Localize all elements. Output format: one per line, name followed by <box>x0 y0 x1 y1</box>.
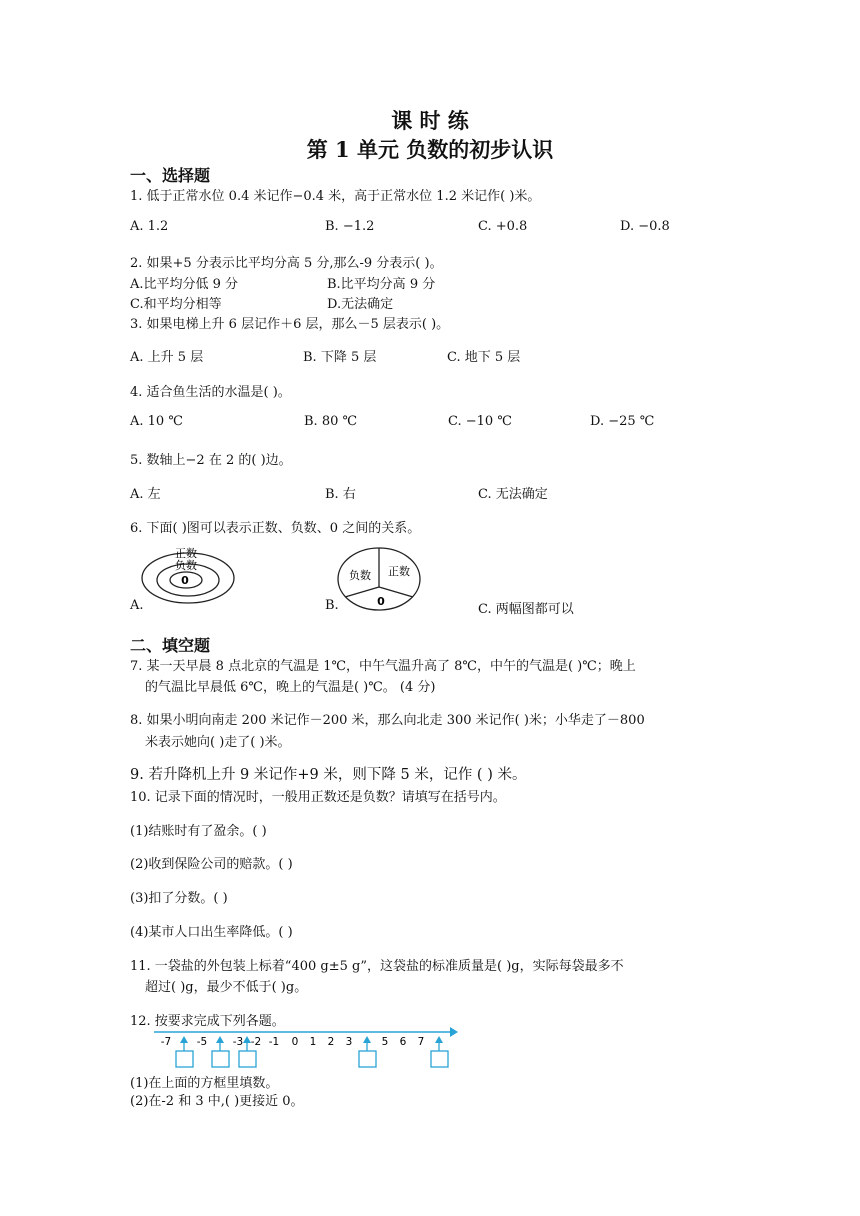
tick-label: -1 <box>268 1036 280 1048</box>
axis-arrow <box>450 1027 458 1037</box>
question-12: 12. 按要求完成下列各题。 <box>130 1014 285 1029</box>
answer-box[interactable] <box>359 1051 376 1067</box>
q2-option-b[interactable]: B.比平均分高 9 分 <box>327 277 436 292</box>
pointer-arrowhead <box>363 1036 371 1043</box>
q12-sub-2: (2)在-2 和 3 中,( )更接近 0。 <box>130 1094 304 1109</box>
answer-box[interactable] <box>431 1051 448 1067</box>
tick-label: 5 <box>381 1036 389 1048</box>
tick-label: -2 <box>250 1036 262 1048</box>
question-7-line-1: 7. 某一天早晨 8 点北京的气温是 1℃，中午气温升高了 8℃，中午的气温是( )℃；晚上 <box>130 659 636 674</box>
figb-label-zero: 0 <box>377 595 385 608</box>
tick-label: -3 <box>232 1036 244 1048</box>
q3-option-b[interactable]: B. 下降 5 层 <box>303 350 377 365</box>
q6-option-c[interactable]: C. 两幅图都可以 <box>478 602 574 617</box>
question-8-line-1: 8. 如果小明向南走 200 米记作－200 米，那么向北走 300 米记作( )米；小华走了－800 <box>130 713 645 728</box>
q6-option-b[interactable]: B. <box>325 598 339 613</box>
q3-option-a[interactable]: A. 上升 5 层 <box>130 350 204 365</box>
tick-label: 2 <box>327 1036 335 1048</box>
tick-label: -5 <box>196 1036 208 1048</box>
q1-option-c[interactable]: C. +0.8 <box>478 219 528 234</box>
tick-label: 0 <box>291 1036 299 1048</box>
unit-title: 第 1 单元 负数的初步认识 <box>306 137 554 162</box>
answer-box[interactable] <box>176 1051 193 1067</box>
tick-label: 3 <box>345 1036 353 1048</box>
question-11-line-1: 11. 一袋盐的外包装上标着“400 g±5 g”，这袋盐的标准质量是( )g，实际每袋最多不 <box>130 959 624 974</box>
question-7-line-2: 的气温比早晨低 6℃，晚上的气温是( )℃。 (4 分) <box>145 680 436 695</box>
tick-label: 1 <box>309 1036 317 1048</box>
q4-option-c[interactable]: C. −10 ℃ <box>448 414 512 429</box>
figb-label-positive: 正数 <box>388 565 410 578</box>
q5-option-b[interactable]: B. 右 <box>325 487 356 502</box>
question-9: 9. 若升降机上升 9 米记作+9 米，则下降 5 米，记作 ( ) 米。 <box>130 767 527 783</box>
divider-left <box>345 587 379 597</box>
page-title: 课 时 练 <box>391 108 469 133</box>
number-line <box>150 1022 460 1070</box>
tick-label: 6 <box>399 1036 407 1048</box>
q10-item-1: (1)结账时有了盈余。( ) <box>130 824 267 839</box>
figure-b-divided-circle <box>336 545 426 615</box>
q4-option-a[interactable]: A. 10 ℃ <box>130 414 183 429</box>
pointer-arrowhead <box>435 1036 443 1043</box>
section-heading-fill: 二、填空题 <box>130 636 211 655</box>
question-2: 2. 如果+5 分表示比平均分高 5 分,那么-9 分表示( )。 <box>130 256 443 271</box>
q10-item-3: (3)扣了分数。( ) <box>130 891 228 906</box>
question-6: 6. 下面( )图可以表示正数、负数、0 之间的关系。 <box>130 521 421 536</box>
q10-item-4: (4)某市人口出生率降低。( ) <box>130 925 293 940</box>
q2-option-c[interactable]: C.和平均分相等 <box>130 297 222 312</box>
q12-sub-1: (1)在上面的方框里填数。 <box>130 1076 279 1091</box>
q4-option-d[interactable]: D. −25 ℃ <box>590 414 655 429</box>
figa-label-negative: 负数 <box>175 559 197 572</box>
answer-box[interactable] <box>239 1051 256 1067</box>
figa-label-positive: 正数 <box>175 547 197 560</box>
section-heading-choice: 一、选择题 <box>130 166 211 185</box>
pointer-arrowhead <box>216 1036 224 1043</box>
q5-option-a[interactable]: A. 左 <box>130 487 161 502</box>
q10-item-2: (2)收到保险公司的赔款。( ) <box>130 857 293 872</box>
tick-label: 7 <box>417 1036 425 1048</box>
figa-label-zero: 0 <box>181 574 189 587</box>
q6-option-a[interactable]: A. <box>130 598 144 613</box>
question-3: 3. 如果电梯上升 6 层记作＋6 层，那么－5 层表示( )。 <box>130 317 450 332</box>
q1-option-a[interactable]: A. 1.2 <box>130 219 169 234</box>
question-5: 5. 数轴上−2 在 2 的( )边。 <box>130 453 292 468</box>
figb-label-negative: 负数 <box>349 569 371 582</box>
q5-option-c[interactable]: C. 无法确定 <box>478 487 548 502</box>
question-1: 1. 低于正常水位 0.4 米记作−0.4 米，高于正常水位 1.2 米记作( )米。 <box>130 189 541 204</box>
question-4: 4. 适合鱼生活的水温是( )。 <box>130 385 291 400</box>
q2-option-a[interactable]: A.比平均分低 9 分 <box>130 277 239 292</box>
tick-label: -7 <box>160 1036 172 1048</box>
q1-option-d[interactable]: D. −0.8 <box>620 219 670 234</box>
q3-option-c[interactable]: C. 地下 5 层 <box>447 350 521 365</box>
pointer-arrowhead <box>180 1036 188 1043</box>
figure-a-nested-ellipses <box>140 545 240 605</box>
q4-option-b[interactable]: B. 80 ℃ <box>304 414 358 429</box>
q2-option-d[interactable]: D.无法确定 <box>327 297 394 312</box>
question-8-line-2: 米表示她向( )走了( )米。 <box>145 735 291 750</box>
question-11-line-2: 超过( )g，最少不低于( )g。 <box>145 980 308 995</box>
answer-box[interactable] <box>212 1051 229 1067</box>
q1-option-b[interactable]: B. −1.2 <box>325 219 375 234</box>
question-10: 10. 记录下面的情况时，一般用正数还是负数？请填写在括号内。 <box>130 790 506 805</box>
